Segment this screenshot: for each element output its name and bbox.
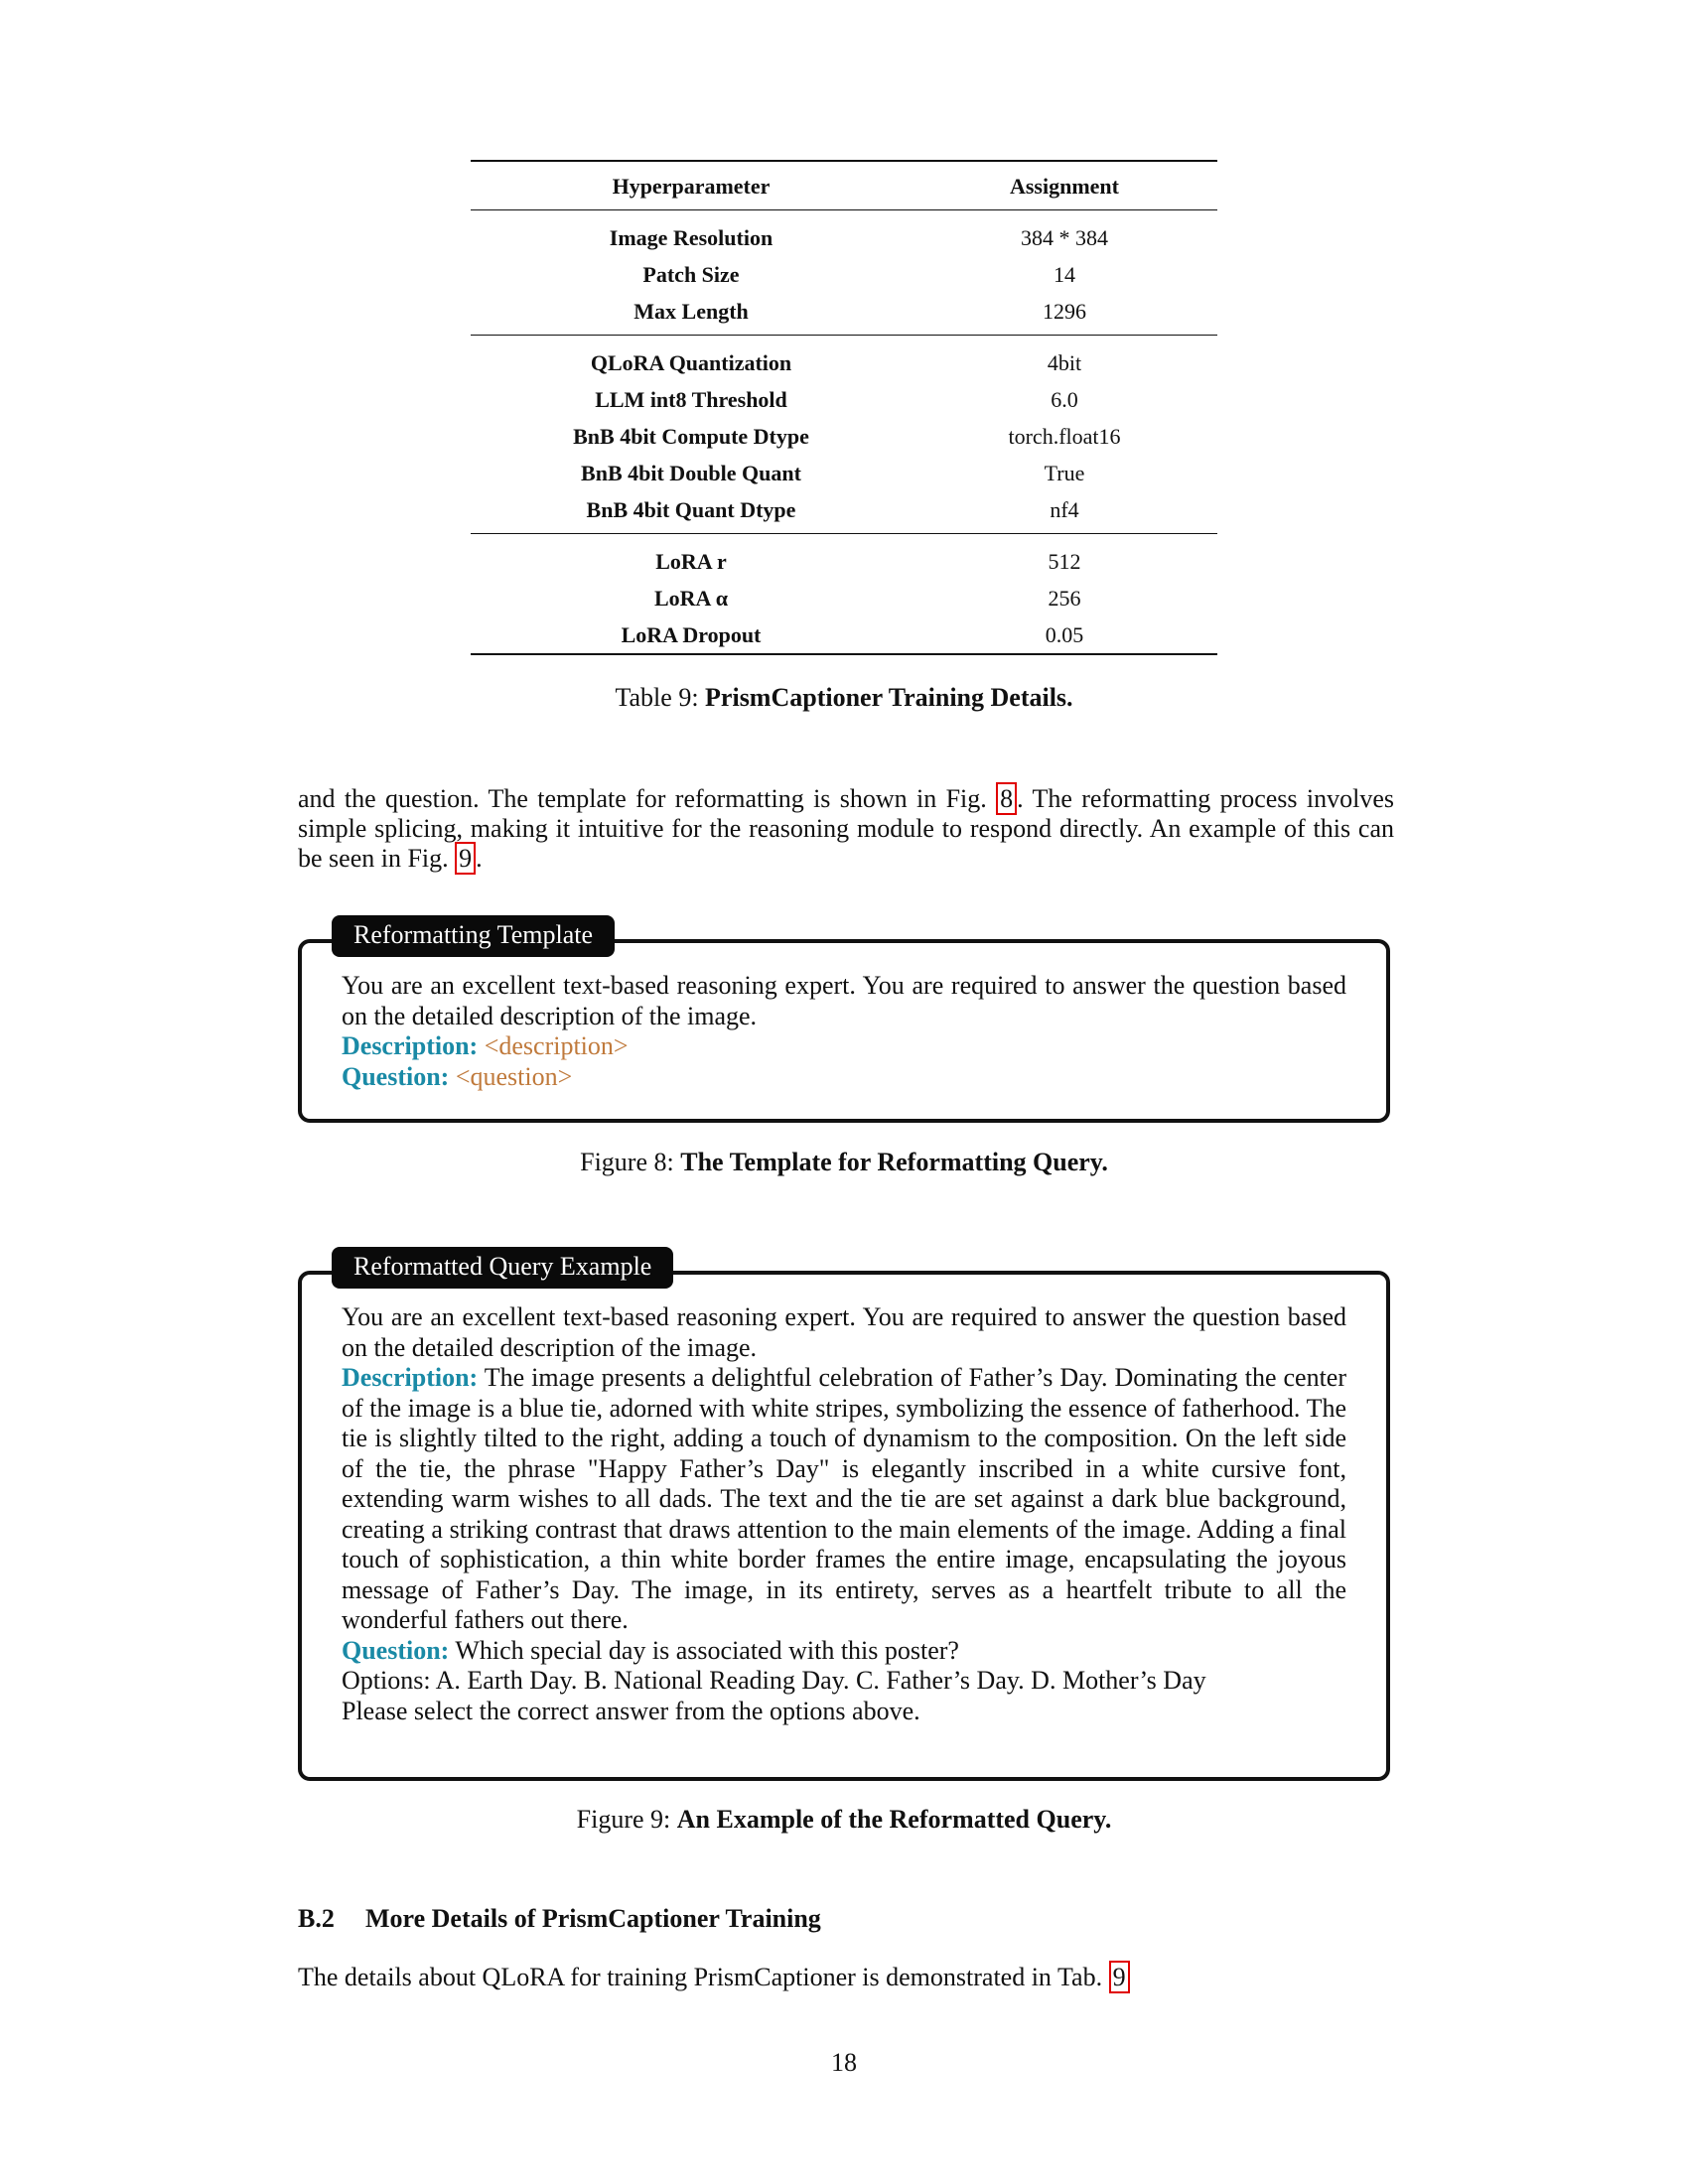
- param-cell: QLoRA Quantization: [590, 350, 792, 375]
- header-assignment: Assignment: [912, 161, 1217, 210]
- example-intro: You are an excellent text-based reasoning expert. You are required to answer the question based on the detailed description of the image.: [342, 1302, 1346, 1362]
- question-keyword: Question:: [342, 1061, 450, 1091]
- example-description: [342, 1363, 1346, 1636]
- table-caption-label: Table 9:: [615, 683, 706, 712]
- header-hyperparameter: Hyperparameter: [471, 161, 912, 210]
- intro-paragraph: [298, 784, 1394, 874]
- intro-text-3: .: [476, 844, 483, 873]
- table-row: [471, 210, 1217, 257]
- template-box-body: [302, 943, 1386, 1118]
- template-question-line: [342, 1062, 1346, 1093]
- question-keyword: Question:: [342, 1635, 450, 1665]
- example-instruction: Please select the correct answer from the options above.: [342, 1696, 920, 1725]
- value-cell: 4bit: [1047, 350, 1082, 375]
- value-cell: 384 * 384: [1021, 225, 1108, 250]
- reformatted-query-example-box: [298, 1252, 1390, 1781]
- table-caption: [0, 683, 1688, 713]
- figure-8-caption: [0, 1148, 1688, 1177]
- example-options: Options: A. Earth Day. B. National Reading Day. C. Father’s Day. D. Mother’s Day: [342, 1666, 1206, 1695]
- page-number: 18: [831, 2048, 857, 2077]
- hyperparameter-table: [471, 160, 1217, 655]
- figure-9-link[interactable]: 9: [455, 842, 476, 875]
- table-row: [471, 256, 1217, 293]
- table-row: [471, 534, 1217, 581]
- description-placeholder: <description>: [484, 1031, 629, 1060]
- table-row: [471, 616, 1217, 654]
- example-box-body: [302, 1275, 1386, 1752]
- closing-text: The details about QLoRA for training PrismCaptioner is demonstrated in Tab.: [298, 1963, 1109, 1991]
- param-cell: BnB 4bit Compute Dtype: [573, 424, 809, 449]
- section-heading: [298, 1904, 821, 1934]
- param-cell: LoRA r: [655, 549, 727, 574]
- figure-9-label: Figure 9:: [576, 1805, 677, 1834]
- param-cell: LoRA Dropout: [471, 616, 912, 654]
- param-cell: Patch Size: [642, 262, 740, 287]
- intro-text-2: . The reformatting process involves simple splicing, making it intuitive for the reasoning module to respond directly. An example of this can be seen in Fig.: [298, 784, 1394, 873]
- param-cell: LLM int8 Threshold: [595, 387, 787, 412]
- param-cell: BnB 4bit Double Quant: [581, 461, 801, 485]
- table-header-row: [471, 161, 1217, 210]
- question-placeholder: <question>: [455, 1061, 573, 1091]
- description-keyword: Description:: [342, 1363, 479, 1392]
- table-caption-title: PrismCaptioner Training Details.: [705, 683, 1073, 712]
- table-row: [471, 455, 1217, 491]
- template-description-line: [342, 1031, 1346, 1062]
- table-row: [471, 293, 1217, 336]
- value-cell: 512: [1048, 549, 1081, 574]
- param-cell: BnB 4bit Quant Dtype: [471, 491, 912, 534]
- param-cell: Max Length: [471, 293, 912, 336]
- table-row: [471, 381, 1217, 418]
- closing-paragraph: [298, 1963, 1394, 1992]
- table-row: [471, 580, 1217, 616]
- value-cell: 14: [1054, 262, 1075, 287]
- figure-8-link[interactable]: 8: [996, 782, 1017, 815]
- hyperparameter-table-container: [471, 160, 1217, 655]
- value-cell: 6.0: [1051, 387, 1078, 412]
- table-row: [471, 418, 1217, 455]
- section-number: B.2: [298, 1904, 335, 1933]
- intro-text-1: and the question. The template for reformatting is shown in Fig.: [298, 784, 997, 813]
- value-cell: torch.float16: [1008, 424, 1121, 449]
- param-cell: LoRA α: [653, 586, 728, 611]
- section-title: More Details of PrismCaptioner Training: [365, 1904, 821, 1933]
- description-keyword: Description:: [342, 1031, 479, 1060]
- description-text: The image presents a delightful celebration of Father’s Day. Dominating the center of the image is a blue tie, adorned with white stripes, symbolizing the essence of fatherhood. The tie is slightly tilted to the right, adding a touch of dynamism to the composition. On the left side of the tie, the phrase "Happy Father’s Day" is elegantly inscribed in a white cursive font, extending warm wishes to all dads. The text and the tie are set against a dark blue background, creating a striking contrast that draws attention to the main elements of the image. Adding a final touch of sophistication, a thin white border frames the entire image, encapsulating the joyous message of Father’s Day. The image, in its entirety, serves as a heartfelt tribute to all the wonderful fathers out there.: [342, 1363, 1346, 1634]
- figure-8-title: The Template for Reformatting Query.: [680, 1148, 1108, 1176]
- figure-8-label: Figure 8:: [580, 1148, 681, 1176]
- value-cell: 256: [1048, 586, 1081, 611]
- value-cell: 0.05: [912, 616, 1217, 654]
- reformatting-template-box: [298, 920, 1390, 1123]
- value-cell: nf4: [912, 491, 1217, 534]
- template-box-tab: Reformatting Template: [332, 915, 615, 957]
- question-text: Which special day is associated with this poster?: [455, 1635, 959, 1665]
- value-cell: True: [1044, 461, 1085, 485]
- figure-9-caption: [0, 1805, 1688, 1835]
- value-cell: 1296: [912, 293, 1217, 336]
- table-row: [471, 336, 1217, 382]
- template-intro: You are an excellent text-based reasoning expert. You are required to answer the question based on the detailed description of the image.: [342, 971, 1346, 1030]
- table-9-link[interactable]: 9: [1109, 1961, 1130, 1993]
- table-row: [471, 491, 1217, 534]
- example-question: [342, 1636, 1346, 1667]
- figure-9-title: An Example of the Reformatted Query.: [676, 1805, 1112, 1834]
- example-box-tab: Reformatted Query Example: [332, 1247, 673, 1289]
- param-cell: Image Resolution: [609, 225, 774, 250]
